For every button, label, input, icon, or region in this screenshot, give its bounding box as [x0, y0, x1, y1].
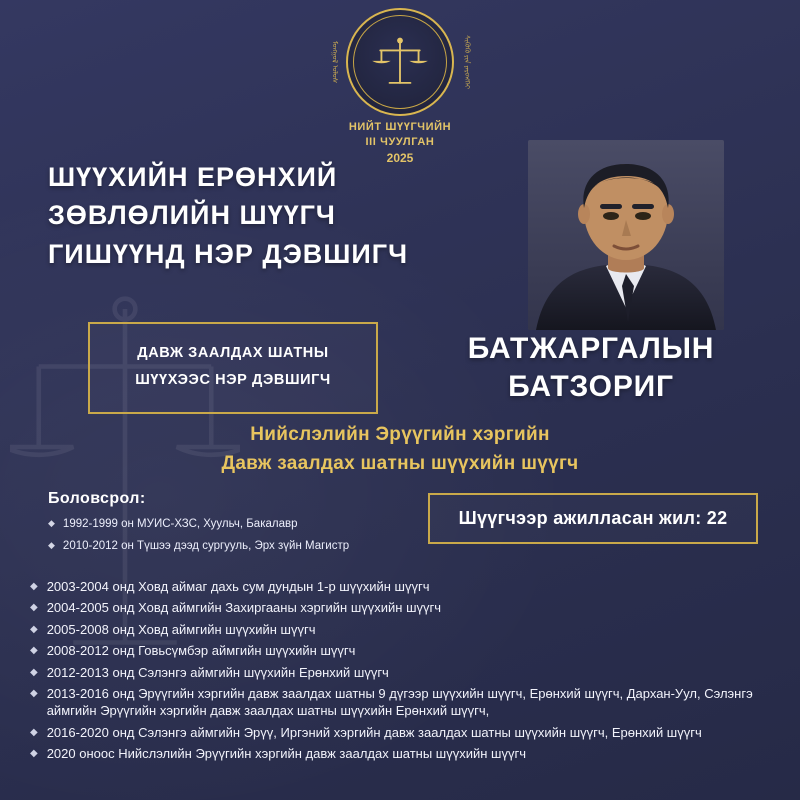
career-item [30, 745, 776, 762]
career-history-list [30, 578, 776, 767]
current-position-line2: Давж заалдах шатны шүүхийн шүүгч [221, 453, 579, 475]
career-item-text: 2020 оноос Нийслэлийн Эрүүгийн хэргийн давж заалдах шатны шүүхийн шүүгч [46, 746, 526, 762]
page-title-line2: ЗӨВЛӨЛИЙН ШҮҮГЧ [48, 200, 336, 231]
career-item [30, 578, 776, 595]
bullet-diamond-icon: ◆ [48, 518, 55, 528]
emblem-caption-line2: III ЧУУЛГАН [365, 135, 435, 148]
current-position-line1: Нийслэлийн Эрүүгийн хэргийн [250, 424, 550, 445]
education-section [48, 490, 448, 559]
bullet-diamond-icon: ◆ [48, 539, 55, 550]
nomination-source-line2: ШҮҮХЭЭС НЭР ДЭВШИГЧ [135, 371, 331, 388]
candidate-surname: БАТЖАРГАЛЫН [467, 332, 715, 365]
education-item [48, 516, 448, 533]
emblem-year: 2025 [386, 150, 414, 165]
bullet-diamond-icon: ◆ [30, 748, 38, 760]
years-of-service-badge: Шүүгчээр ажилласан жил: 22 [428, 493, 758, 544]
page-title [48, 158, 408, 273]
candidate-given-name: БАТЗОРИГ [508, 369, 674, 403]
nomination-source-line1: ДАВЖ ЗААЛДАХ ШАТНЫ [137, 345, 329, 361]
scales-icon [371, 33, 429, 91]
career-item-text: 2003-2004 онд Ховд аймаг дахь сум дундын 1-р шүүхийн шүүгч [46, 579, 430, 594]
career-item [30, 685, 776, 720]
career-item [30, 664, 776, 681]
education-item-text: 1992-1999 он МУИС-ХЗС, Хуульч, Бакалавр [62, 518, 298, 530]
page-title-line3: ГИШҮҮНД НЭР ДЭВШИГЧ [48, 238, 409, 269]
candidate-name [426, 330, 756, 405]
education-item [48, 538, 448, 555]
career-item-text: 2008-2012 онд Говьсүмбэр аймгийн шүүхийн шүүгч [46, 643, 356, 659]
career-item-text: 2016-2020 онд Сэлэнгэ аймгийн Эрүү, Иргэний хэргийн давж заалдах шатны шүүхийн шүүгч, Ерөнхий шүүгч [46, 724, 702, 740]
emblem-caption [349, 120, 451, 150]
bullet-diamond-icon: ◆ [30, 666, 38, 678]
portrait-photo [528, 140, 724, 330]
emblem-script-right: ᠰᠢᠭᠦᠬᠦ ᠶᠢᠨ ᠶᠡᠷᠦᠩᠬᠡᠢ [463, 34, 470, 90]
career-item [30, 642, 776, 659]
education-heading: Боловсрол: [48, 490, 146, 507]
bullet-diamond-icon: ◆ [30, 688, 38, 700]
career-item [30, 724, 776, 741]
current-position [0, 420, 800, 479]
bullet-diamond-icon: ◆ [30, 645, 38, 657]
bullet-diamond-icon: ◆ [30, 726, 38, 738]
career-item [30, 599, 776, 616]
career-item [30, 621, 776, 638]
emblem-caption-line1: НИЙТ ШҮҮГЧИЙН [348, 121, 452, 133]
career-item-text: 2004-2005 онд Ховд аймгийн Захиргааны хэргийн шүүхийн шүүгч [46, 600, 442, 616]
court-emblem-icon [330, 8, 470, 116]
career-item-text: 2012-2013 онд Сэлэнгэ аймгийн шүүхийн Ерөнхий шүүгч [46, 664, 389, 680]
page-title-line1: ШҮҮХИЙН ЕРӨНХИЙ [48, 162, 338, 192]
emblem-script-left: ᠮᠣᠩᠭᠣᠯ ᠤᠯᠤᠰ [330, 40, 338, 84]
career-item-text: 2005-2008 онд Ховд аймгийн шүүхийн шүүгч [46, 621, 316, 637]
education-item-text: 2010-2012 он Түшээ дээд сургууль, Эрх зүйн Магистр [62, 539, 350, 552]
bullet-diamond-icon: ◆ [30, 581, 38, 592]
nomination-source-box [88, 322, 378, 414]
bullet-diamond-icon: ◆ [30, 623, 38, 635]
bullet-diamond-icon: ◆ [30, 602, 38, 614]
career-item-text: 2013-2016 онд Эрүүгийн хэргийн давж заалдах шатны 9 дүгээр шүүхийн шүүгч, Ерөнхий шүүгч, Дархан-Уул, Сэлэнгэ аймгийн Эрүүгийн хэргийн давж заалдах шатны шүүхийн Ерөнхий шүүгч, [46, 686, 753, 719]
